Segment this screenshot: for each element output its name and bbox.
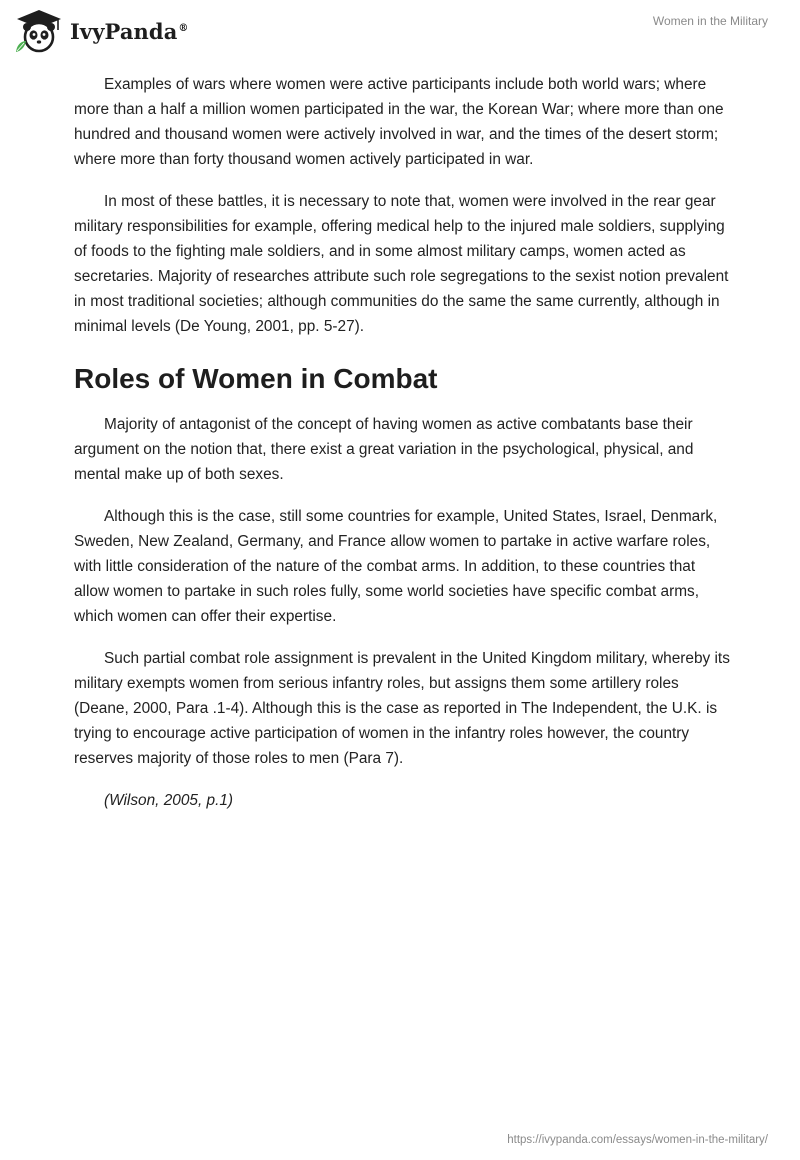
paragraph: In most of these battles, it is necessary to note that, women were involved in the rear gear military responsibilities for example, offering medical help to the injured male soldiers, supplying of foods to the fighting male soldiers, and in some almost military camps, women acted as secretaries. Majority of researches attribute such role segregations to the sexist notion prevalent in most traditional societies; although communities do the same the same currently, although in minimal levels (De Young, 2001, pp. 5-27). <box>74 193 729 335</box>
paragraph: Examples of wars where women were active participants include both world wars; where more than a half a million women participated in the war, the Korean War; where more than one hundred and thousand women were actively involved in war, and the times of the desert storm; where more than forty thousand women actively participated in war. <box>74 76 724 168</box>
registered-mark: ® <box>178 22 189 34</box>
paragraph: Such partial combat role assignment is prevalent in the United Kingdom military, whereby its military exempts women from serious infantry roles, but assigns them some artillery roles (Deane, 2000, Para .1-4). Although this is the case as reported in The Independent, the U.K. is trying to encourage active participation of women in the infantry roles however, the country reserves majority of those roles to men (Para 7). <box>74 650 730 767</box>
paragraph: Majority of antagonist of the concept of having women as active combatants base their argument on the notion that, there exist a great variation in the psychological, physical, and mental make up of both sexes. <box>74 416 694 483</box>
paragraph: Although this is the case, still some countries for example, United States, Israel, Denmark, Sweden, New Zealand, Germany, and France allow women to partake in active warfare roles, with little consideration of the nature of the combat arms. In addition, to these countries that allow women to partake in such roles fully, some world societies have specific combat arms, which women can offer their expertise. <box>74 508 718 625</box>
logo-wordmark: IvyPanda® <box>70 18 189 44</box>
ivypanda-logo[interactable] <box>14 8 189 54</box>
section-heading: Roles of Women in Combat <box>74 363 438 394</box>
essay-body <box>74 72 734 830</box>
footer-url-link[interactable]: https://ivypanda.com/essays/women-in-the-military/ <box>507 1134 768 1146</box>
page-header <box>0 0 800 62</box>
panda-graduate-icon <box>14 8 64 54</box>
running-title: Women in the Military <box>652 14 768 28</box>
citation: (Wilson, 2005, p.1) <box>104 792 234 809</box>
